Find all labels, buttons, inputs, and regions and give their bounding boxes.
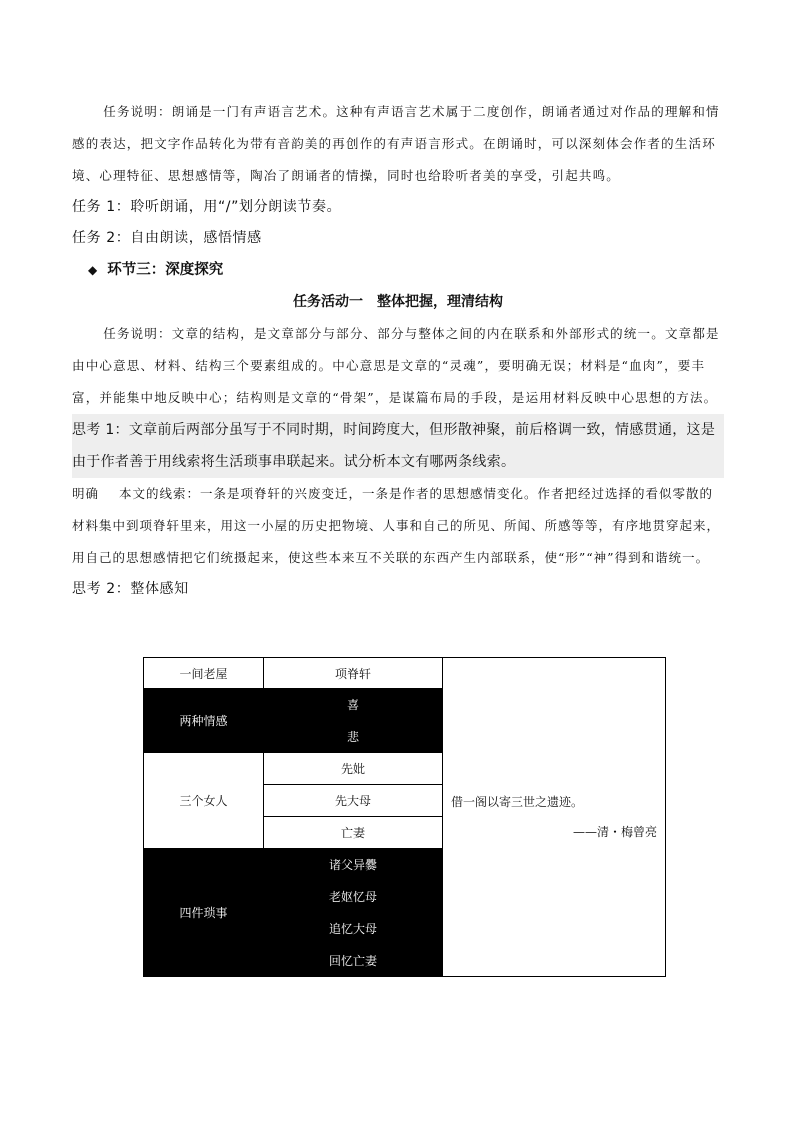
table-cell-key: 一间老屋	[144, 658, 264, 689]
answer-text: 本文的线索：一条是项脊轩的兴废变迁，一条是作者的思想感情变化。作者把经过选择的看似零散的材料集中到项脊轩里来，用这一小屋的历史把物境、人事和自己的所见、所闻、所感等等，有序地贯穿起来，用自己的思想感情把它们统摄起来，使这些本来互不关联的东西产生内部联系，使“形”“神”得到和谐统一。	[72, 486, 721, 565]
table-cell-value: 先大母	[264, 785, 443, 817]
section-title: 环节三：深度探究	[107, 262, 224, 278]
intro-paragraph: 任务说明：朗诵是一门有声语言艺术。这种有声语言艺术属于二度创作，朗诵者通过对作品的理解和情感的表达，把文字作品转化为带有音韵美的再创作的有声语言形式。在朗诵时，可以深刻体会作者的生活环境、心理特征、思想感情等，陶冶了朗诵者的情操，同时也给聆听者美的享受，引起共鸣。	[72, 104, 720, 183]
think-1: 思考 1：文章前后两部分虽写于不同时期，时间跨度大，但形散神聚，前后格调一致，情感贯通，这是由于作者善于用线索将生活琐事串联起来。试分析本文有哪两条线索。	[72, 414, 724, 478]
quote-cell	[443, 658, 666, 977]
answer-paragraph	[72, 478, 724, 574]
table-cell-key: 三个女人	[144, 753, 264, 849]
table-cell-value: 先妣	[264, 753, 443, 785]
think-2: 思考 2：整体感知	[72, 581, 189, 597]
table-cell-value: 悲	[264, 721, 443, 753]
document-body	[72, 96, 724, 605]
section-heading	[72, 254, 724, 286]
diamond-bullet-icon: ◆	[88, 263, 98, 277]
table-cell-value: 项脊轩	[264, 658, 443, 689]
task-2: 任务 2：自由朗读，感悟情感	[72, 230, 262, 246]
quote-text: 借一阁以寄三世之遗迹。	[451, 795, 584, 809]
task-1: 任务 1：聆听朗诵，用“/”划分朗读节奏。	[72, 199, 342, 215]
table-cell-value: 喜	[264, 689, 443, 721]
table-cell-key: 两种情感	[144, 689, 264, 753]
table-cell-value: 追忆大母	[264, 913, 443, 945]
table-cell-value: 诸父异爨	[264, 849, 443, 881]
table-cell-value: 老妪忆母	[264, 881, 443, 913]
structure-paragraph: 任务说明：文章的结构，是文章部分与部分、部分与整体之间的内在联系和外部形式的统一。文章都是由中心意思、材料、结构三个要素组成的。中心意思是文章的“灵魂”，要明确无误；材料是“血肉”，要丰富，并能集中地反映中心；结构则是文章的“骨架”，是谋篇布局的手段，是运用材料反映中心思想的方法。	[72, 326, 720, 405]
table-cell-key: 四件琐事	[144, 849, 264, 977]
answer-label: 明确	[72, 486, 100, 501]
table-cell-value: 亡妻	[264, 817, 443, 849]
activity-title: 任务活动一 整体把握，理清结构	[293, 294, 503, 310]
quote-source: ——清・梅曾亮	[572, 825, 657, 839]
table-cell-value: 回忆亡妻	[264, 945, 443, 977]
overview-table	[143, 657, 666, 977]
